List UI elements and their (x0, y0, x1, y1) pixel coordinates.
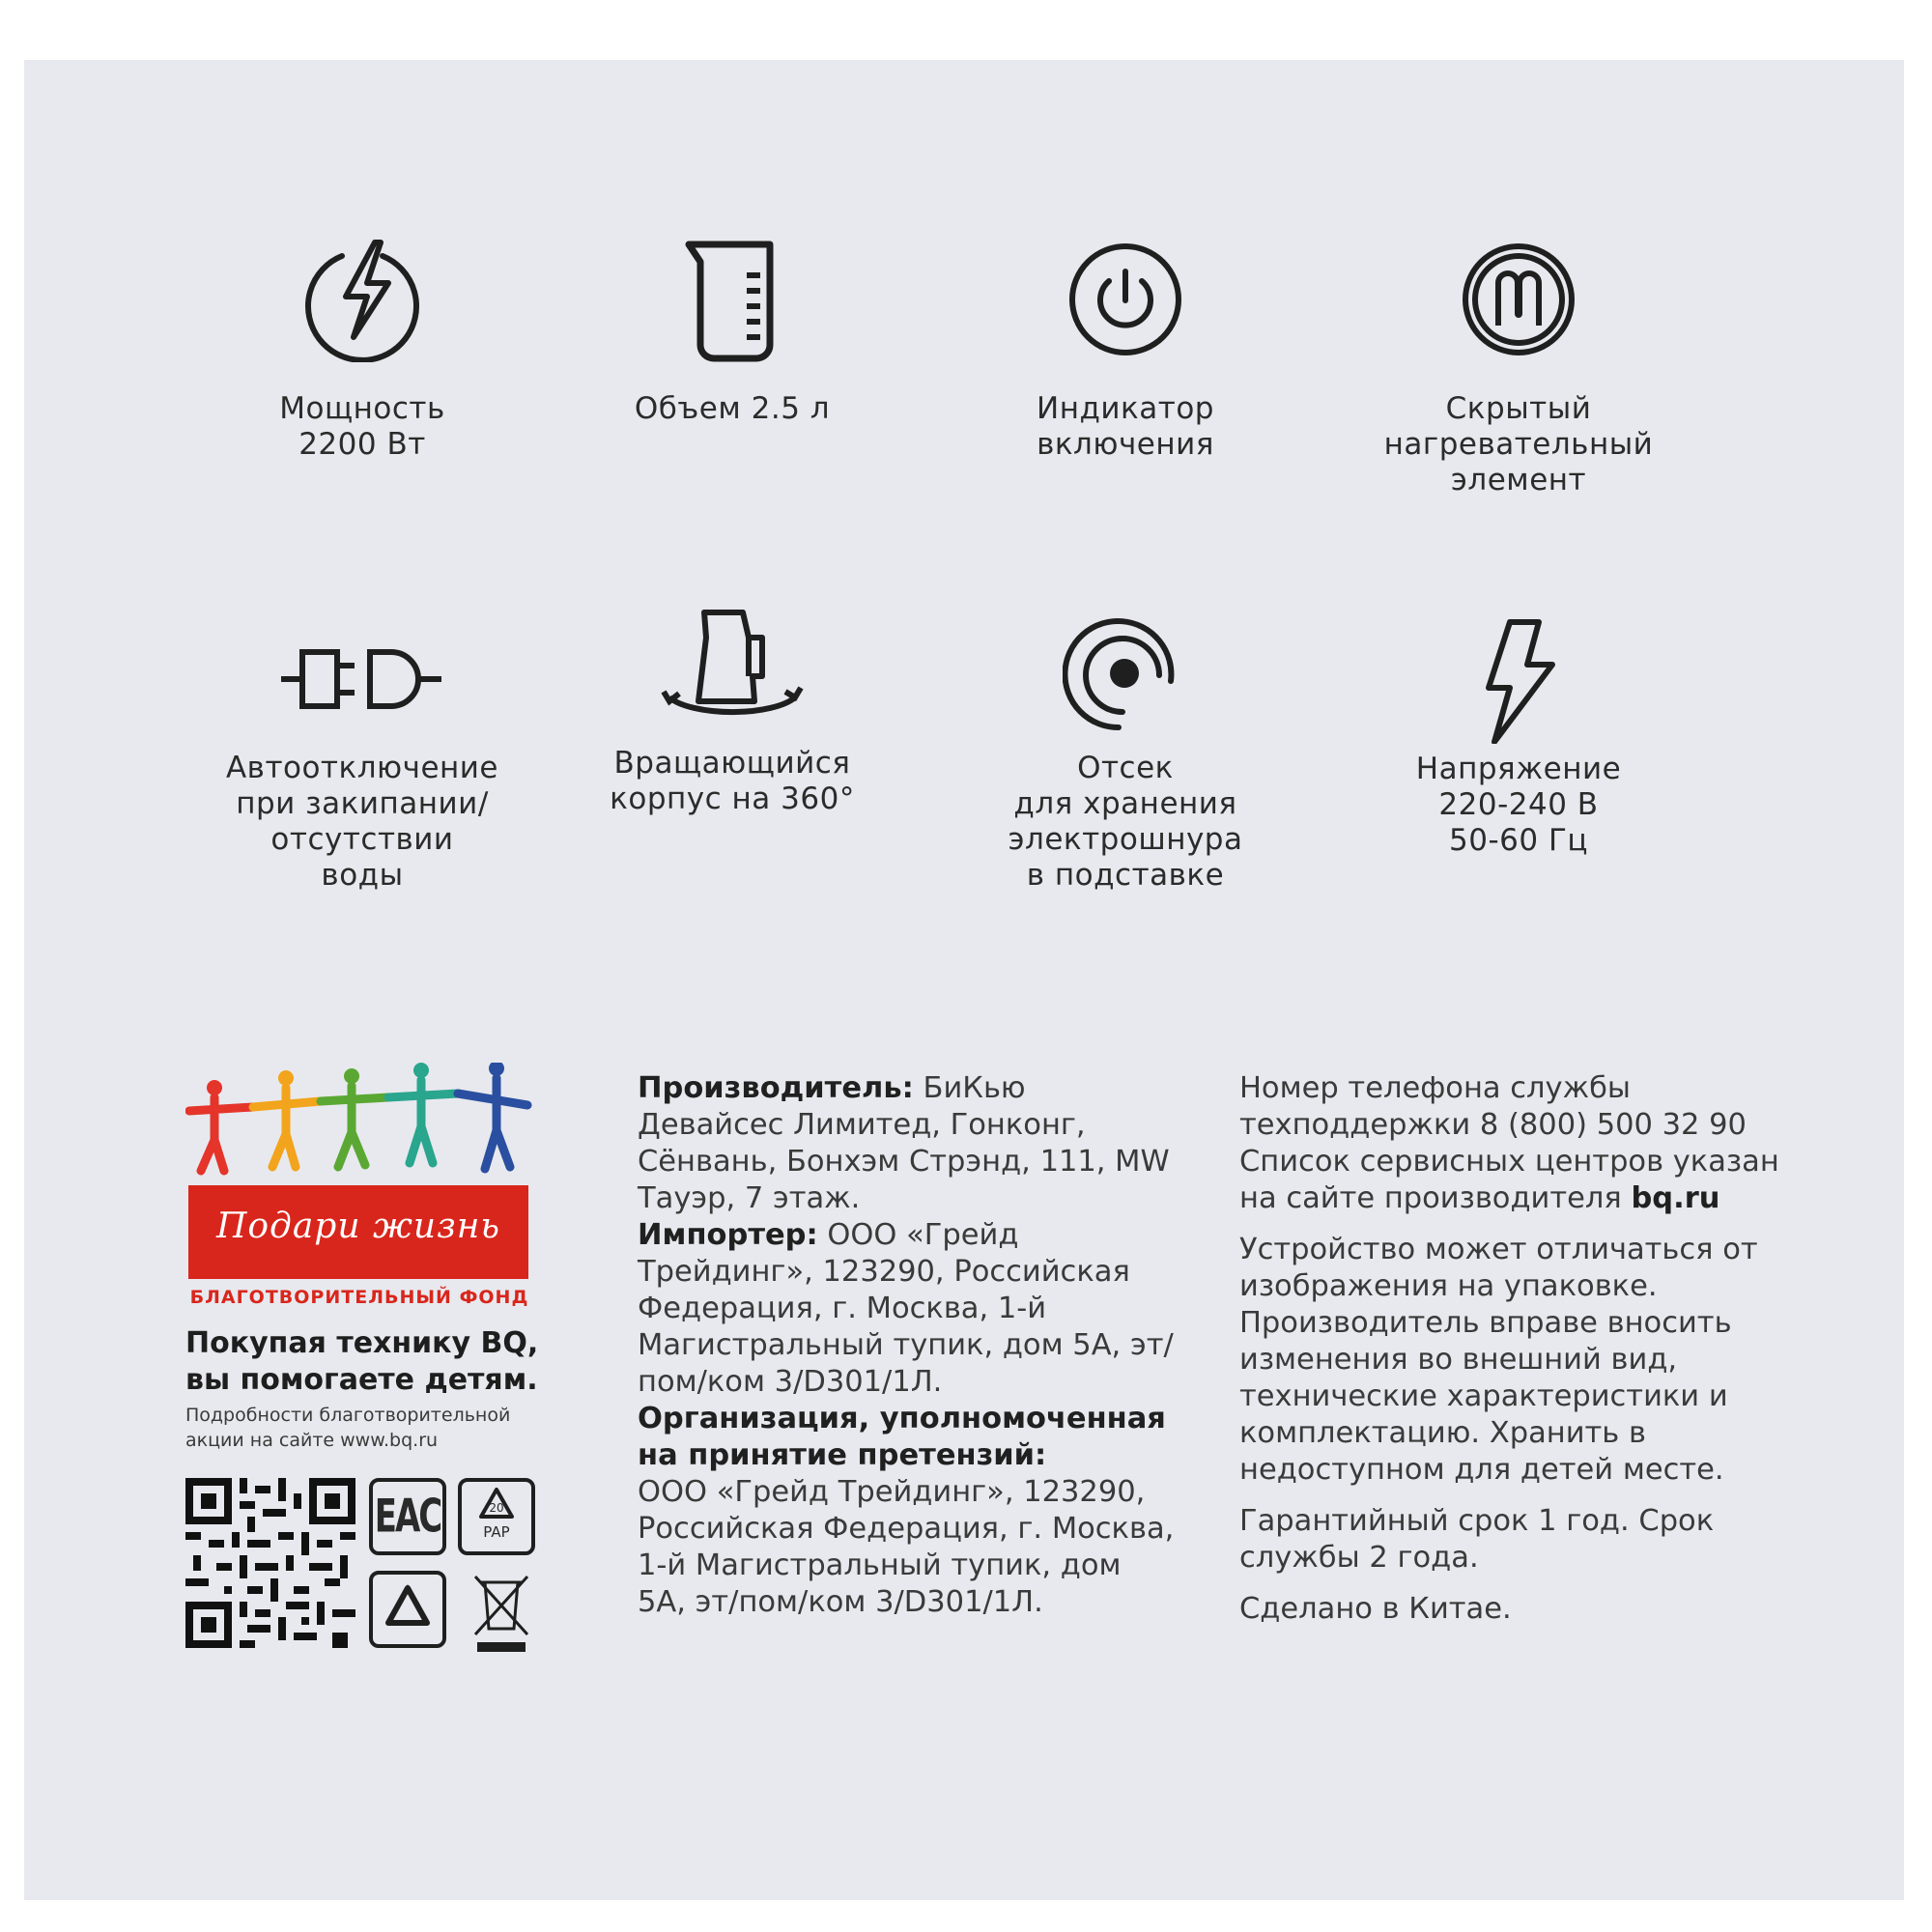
cord-storage-icon (1063, 613, 1188, 739)
importer-info (638, 1217, 1179, 1401)
manufacturer-text: БиКью Девайсес Лимитед, Гонконг, Сёнвань, Бонхэм Стрэнд, 111, MW Тауэр, 7 этаж. (638, 1071, 1170, 1215)
feature-voltage-label: Напряжение 220-240 В 50-60 Гц (1415, 752, 1622, 858)
charity-details: Подробности благотворительной акции на сайте www.bq.ru (185, 1405, 511, 1451)
manufacturer-label: Производитель: (638, 1071, 914, 1105)
rotating-kettle-icon (660, 609, 805, 734)
feature-volume (549, 237, 916, 427)
measuring-beaker-icon (669, 237, 795, 362)
importer-text: ООО «Грейд Трейдинг», 123290, Российская Федерация, г. Москва, 1-й Магистральный тупик, дом 5А, эт/пом/ком 3/D301/1Л. (638, 1218, 1174, 1399)
charity-slogan: Покупая технику BQ, вы помогаете детям. (185, 1326, 539, 1397)
importer-label: Импортер: (638, 1218, 818, 1252)
eac-mark (369, 1478, 446, 1555)
service-site-link[interactable]: bq.ru (1631, 1181, 1720, 1215)
children-figures-icon (185, 1063, 533, 1179)
charity-logo-text: Подари жизнь (215, 1207, 501, 1246)
claims-info (638, 1401, 1179, 1474)
service-centers-text (1239, 1144, 1800, 1217)
charity-logo-banner (188, 1185, 528, 1279)
pap-label: PAP (483, 1523, 510, 1541)
mobius-loop-icon (373, 1575, 442, 1644)
feature-voltage (1335, 618, 1702, 859)
warranty-text: Гарантийный срок 1 год. Срок службы 2 года. (1239, 1504, 1715, 1575)
mobius-loop-mark (369, 1571, 446, 1648)
feature-rotation (549, 609, 916, 817)
claims-text: ООО «Грейд Трейдинг», 123290, Российская Федерация, г. Москва, 1-й Магистральный тупик, дом 5А, эт/пом/ком 3/D301/1Л. (638, 1475, 1175, 1619)
manufacturer-info (638, 1070, 1179, 1217)
feature-auto-off (179, 613, 546, 894)
lightning-icon (1456, 618, 1581, 744)
qr-code (185, 1478, 355, 1648)
legal-info (638, 1070, 1179, 1621)
feature-power (179, 237, 546, 463)
pap-recycling-mark (458, 1478, 535, 1555)
feature-auto-off-label: Автоотключение при закипании/ отсутствии воды (225, 751, 499, 893)
power-bolt-circle-icon (299, 237, 425, 362)
eac-mark-text: EAC (374, 1490, 441, 1544)
feature-cord-storage (942, 613, 1309, 894)
claims-label: Организация, уполномоченная на принятие претензий: (638, 1402, 1166, 1472)
power-button-icon (1063, 237, 1188, 362)
feature-cord-storage-label: Отсек для хранения электрошнура в подставке (1008, 751, 1243, 893)
disclaimer-text: Устройство может отличаться от изображения на упаковке. Производитель вправе вносить изменения во внешний вид, технические характеристики и комплектацию. Хранить в недоступном для детей месте. (1239, 1233, 1758, 1487)
feature-power-label: Мощность 2200 Вт (279, 391, 445, 462)
feature-indicator (942, 237, 1309, 463)
support-info (1239, 1070, 1800, 1628)
origin-text: Сделано в Китае. (1239, 1592, 1512, 1626)
crossed-bin-icon (468, 1567, 535, 1654)
charity-fund-label: БЛАГОТВОРИТЕЛЬНЫЙ ФОНД (189, 1287, 529, 1308)
pap-code: 20 (489, 1501, 504, 1515)
plug-socket-icon (275, 613, 449, 739)
support-phone-text: Номер телефона службы техподдержки 8 (800) 500 32 90 (1239, 1071, 1747, 1142)
feature-volume-label: Объем 2.5 л (634, 391, 831, 426)
feature-heating (1335, 237, 1702, 498)
heating-element-icon (1456, 237, 1581, 362)
feature-heating-label: Скрытый нагревательный элемент (1383, 391, 1654, 497)
service-centers-label: Список сервисных центров указан на сайте производителя (1239, 1145, 1779, 1215)
feature-indicator-label: Индикатор включения (1037, 391, 1214, 462)
feature-rotation-label: Вращающийся корпус на 360° (610, 746, 855, 816)
